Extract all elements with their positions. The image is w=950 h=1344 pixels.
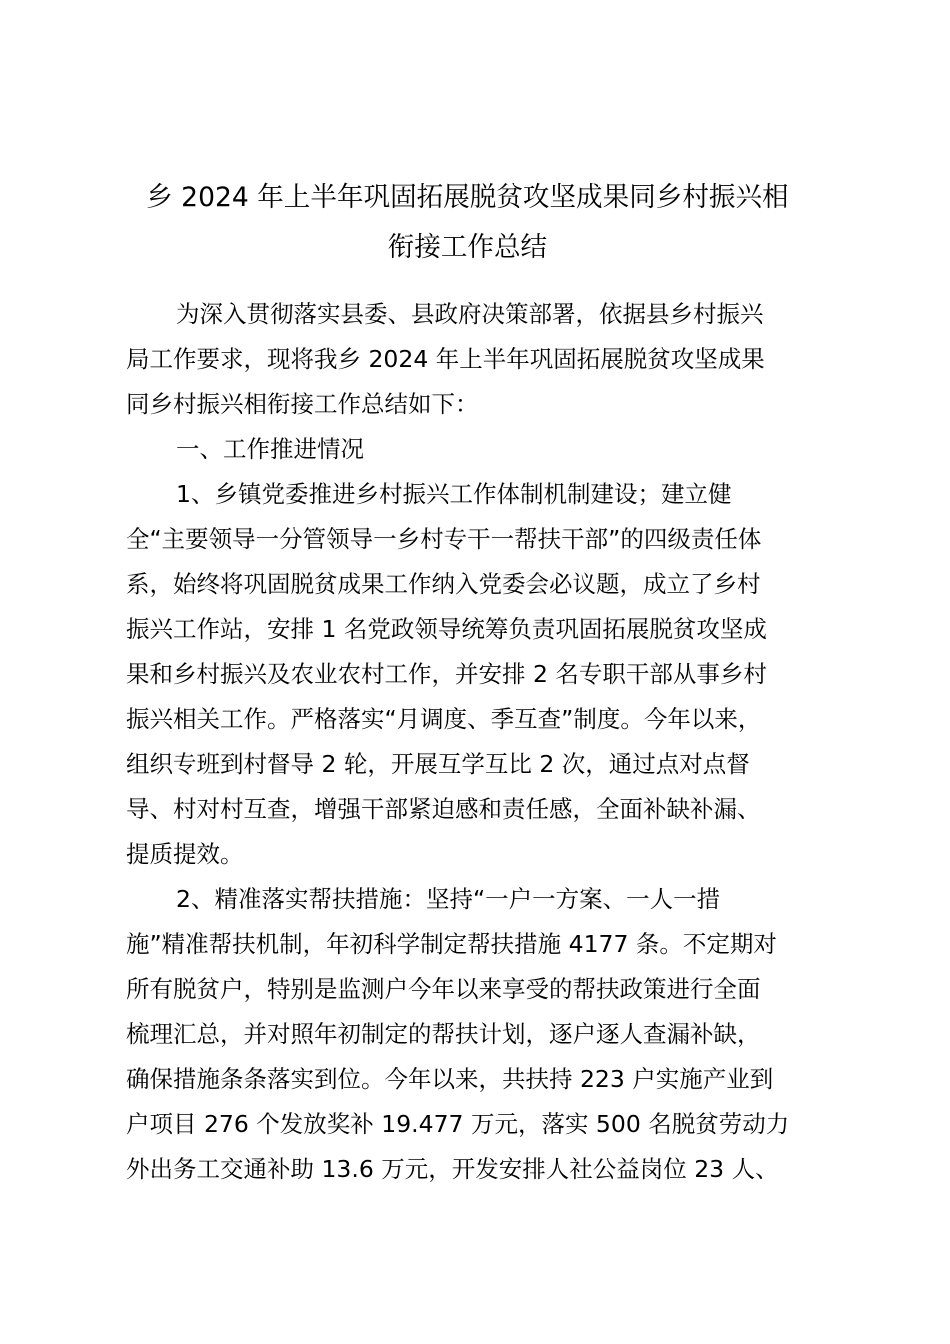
- paragraph-line: 确保措施条条落实到位。今年以来，共扶持 223 户实施产业到: [126, 1065, 774, 1093]
- paragraph-line: 为深入贯彻落实县委、县政府决策部署，依据县乡村振兴: [176, 300, 764, 328]
- paragraph-line: 导、村对村互查，增强干部紧迫感和责任感，全面补缺补漏、: [126, 795, 761, 823]
- paragraph-line: 振兴工作站，安排 1 名党政领导统筹负责巩固拓展脱贫攻坚成: [126, 615, 767, 643]
- paragraph-line: 局工作要求，现将我乡 2024 年上半年巩固拓展脱贫攻坚成果: [126, 345, 765, 373]
- section-heading: 一、工作推进情况: [176, 435, 364, 463]
- document-title-line-2: 衔接工作总结: [387, 232, 548, 263]
- document-title-line-1: 乡 2024 年上半年巩固拓展脱贫攻坚成果同乡村振兴相: [146, 182, 789, 213]
- paragraph-line: 梳理汇总，并对照年初制定的帮扶计划，逐户逐人查漏补缺，: [126, 1020, 761, 1048]
- paragraph-line: 果和乡村振兴及农业农村工作，并安排 2 名专职干部从事乡村: [126, 660, 767, 688]
- paragraph-line: 户项目 276 个发放奖补 19.477 万元，落实 500 名脱贫劳动力: [126, 1110, 790, 1138]
- paragraph-line: 提质提效。: [126, 840, 244, 868]
- paragraph-line: 施”精准帮扶机制，年初科学制定帮扶措施 4177 条。不定期对: [126, 930, 777, 958]
- paragraph-line: 所有脱贫户，特别是监测户今年以来享受的帮扶政策进行全面: [126, 975, 761, 1003]
- paragraph-line: 2、精准落实帮扶措施：坚持“一户一方案、一人一措: [176, 885, 721, 913]
- paragraph-line: 系，始终将巩固脱贫成果工作纳入党委会必议题，成立了乡村: [126, 570, 761, 598]
- paragraph-line: 振兴相关工作。严格落实“月调度、季互查”制度。今年以来，: [126, 705, 762, 733]
- paragraph-line: 同乡村振兴相衔接工作总结如下：: [126, 390, 479, 418]
- paragraph-line: 组织专班到村督导 2 轮，开展互学互比 2 次，通过点对点督: [126, 750, 750, 778]
- paragraph-line: 外出务工交通补助 13.6 万元，开发安排人社公益岗位 23 人、: [126, 1155, 779, 1183]
- paragraph-line: 1、乡镇党委推进乡村振兴工作体制机制建设；建立健: [176, 480, 732, 508]
- paragraph-line: 全“主要领导一分管领导一乡村专干一帮扶干部”的四级责任体: [126, 525, 762, 553]
